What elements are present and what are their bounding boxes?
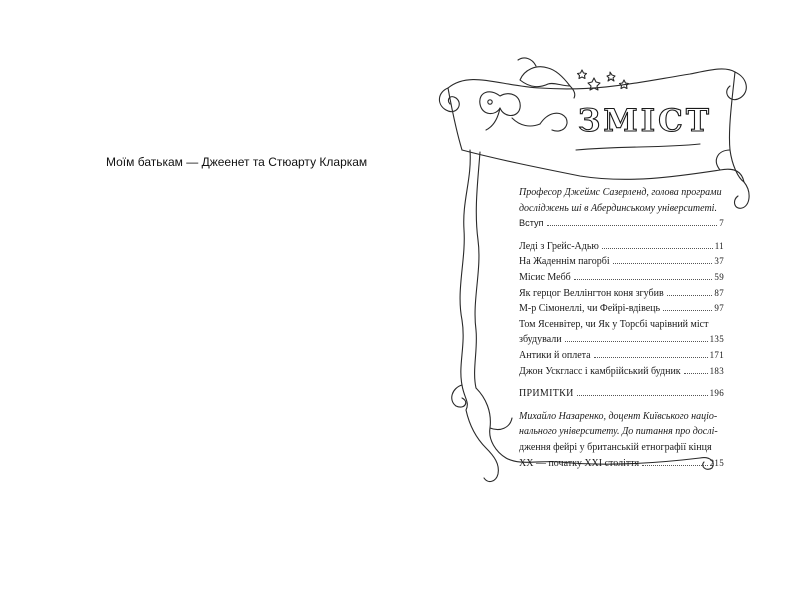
preface-author-line2: досліджень ші в Абердинському університеті.	[519, 202, 717, 214]
afterword-page: 215	[709, 457, 724, 468]
leader-dots	[577, 395, 708, 396]
toc-entry[interactable]	[519, 270, 724, 286]
toc-entry-title: На Жаденнім пагорбі	[519, 256, 610, 268]
toc-entry-title: Як герцог Веллінгтон коня згубив	[519, 287, 664, 299]
banner-left-curl	[439, 88, 459, 112]
afterword-line2: нального університету. До питання про дослі-	[519, 426, 718, 438]
toc-entry-page: 7	[719, 218, 724, 229]
toc-entry-title-line1[interactable]: Том Ясенвітер, чи Як у Торсбі чарівний міст	[519, 318, 709, 330]
toc-entry[interactable]	[519, 348, 724, 364]
toc-entry-page: 171	[709, 349, 724, 360]
toc-entry-page: 87	[714, 287, 724, 298]
toc-notes-title: ПРИМІТКИ	[519, 388, 574, 400]
toc-entry-page: 183	[709, 365, 724, 376]
leader-dots	[684, 373, 708, 374]
toc-entry-title: Джон Ускгласс і камбрійський будник	[519, 365, 681, 377]
dedication-text: Моїм батькам — Джеенет та Стюарту Кларкам	[106, 155, 368, 169]
leader-dots	[594, 357, 708, 358]
leader-dots	[574, 279, 713, 280]
toc-entry-page: 11	[714, 240, 724, 251]
toc-entry-title: Антики й оплета	[519, 349, 591, 361]
toc-entry[interactable]	[519, 364, 724, 380]
toc-entry[interactable]	[519, 286, 724, 302]
toc-afterword-entry[interactable]	[519, 456, 724, 472]
toc-entry-title-line2: збудували	[519, 334, 562, 346]
toc-entry[interactable]	[519, 332, 724, 348]
toc-entry-page: 59	[714, 271, 724, 282]
ribbon-left-strand	[460, 150, 470, 410]
preface-author-line1: Професор Джеймс Сазерленд, голова програми	[519, 187, 722, 198]
toc-entry-title: Леді з Грейс-Адью	[519, 240, 599, 252]
toc-entry-title: М-р Сімонеллі, чи Фейрі-вдівець	[519, 303, 661, 315]
leader-dots	[667, 295, 713, 296]
leader-dots	[602, 248, 713, 249]
toc-entry-title: Мiсис Мебб	[519, 271, 571, 283]
toc-entry[interactable]	[519, 301, 724, 317]
bird-figure	[520, 67, 570, 87]
banner-bottom-edge	[462, 150, 744, 182]
leader-dots	[613, 263, 713, 264]
leader-dots	[547, 225, 718, 226]
afterword-line4: ХХ — початку ХХІ століття	[519, 457, 640, 469]
toc-entry-page: 97	[714, 303, 724, 314]
leader-dots	[565, 341, 708, 342]
leader-dots	[663, 310, 712, 311]
toc-entry-page: 135	[709, 334, 724, 345]
leader-dots	[642, 465, 707, 466]
toc-notes-page: 196	[709, 388, 724, 399]
toc-entry[interactable]	[519, 254, 724, 270]
toc-entry-title: Вступ	[519, 218, 544, 229]
banner-right-curl	[727, 72, 747, 100]
table-of-contents	[519, 185, 724, 471]
toc-entry[interactable]	[519, 216, 724, 232]
toc-entry[interactable]	[519, 239, 724, 255]
toc-title: ЗМІСТ	[578, 103, 712, 139]
toc-notes-entry[interactable]	[519, 386, 724, 402]
afterword-line3[interactable]: дження фейрі у британській етнографії кінця	[519, 441, 712, 453]
afterword-line1: Михайло Назаренко, доцент Київського націо-	[519, 410, 718, 422]
flower-petals	[480, 92, 520, 116]
toc-entry-page: 37	[714, 256, 724, 267]
